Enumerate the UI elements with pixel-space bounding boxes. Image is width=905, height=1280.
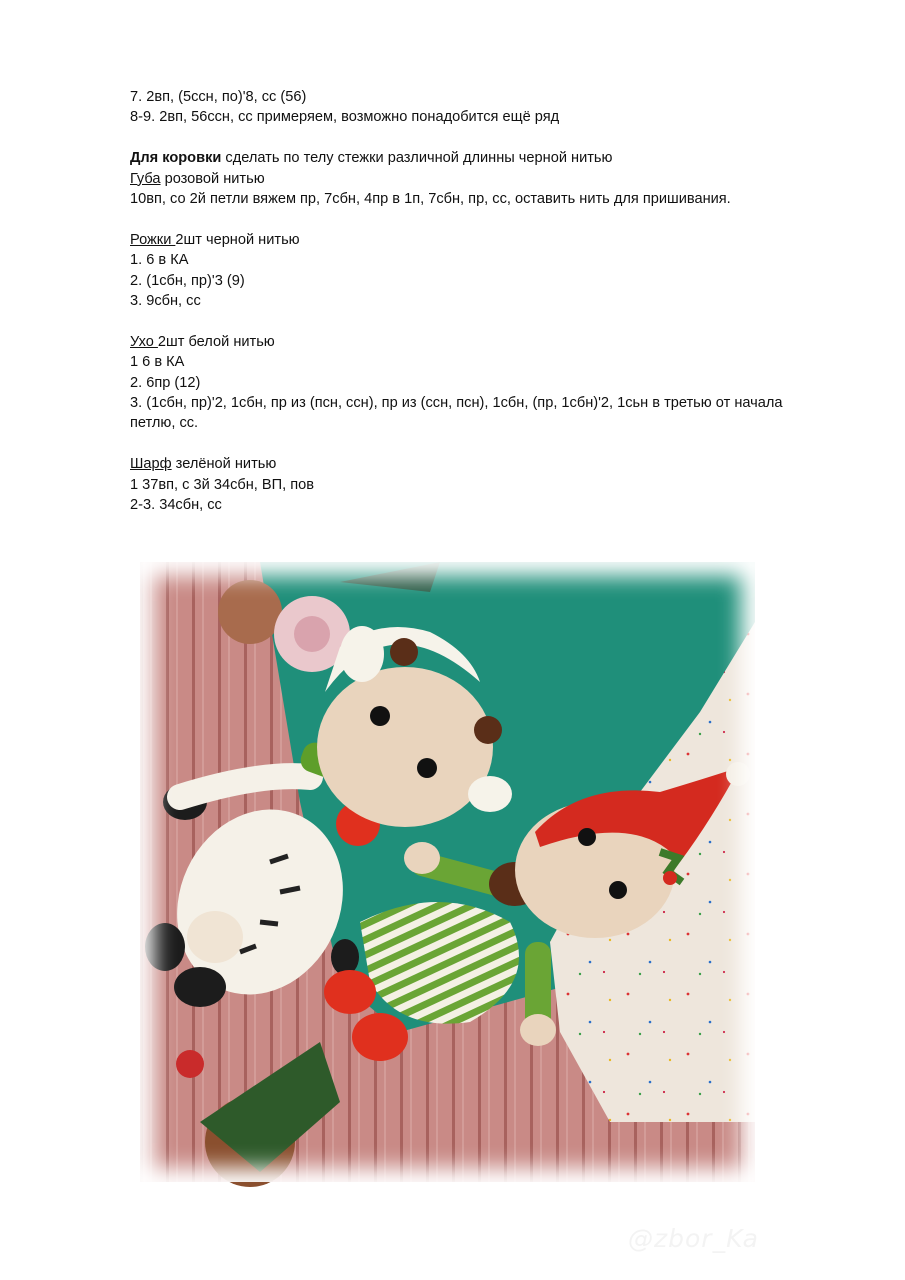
cow-ear-right	[468, 776, 512, 812]
cow-heading: Для коровки	[130, 150, 222, 167]
lip-heading-line: Губа розовой нитью	[130, 170, 265, 187]
cow-horn-2	[474, 716, 502, 744]
elf-eye-left	[578, 828, 596, 846]
horns-row-1: 1. 6 в КА	[130, 252, 189, 269]
elf-shoe-2	[352, 1013, 408, 1061]
cow-note: Для коровки сделать по телу стежки различной длинны черной нитью	[130, 150, 613, 167]
photo-watermark: @zbor_Ka	[628, 1224, 759, 1253]
scarf-heading-line: Шарф зелёной нитью	[130, 456, 277, 473]
elf-hand-up	[404, 842, 440, 874]
lip-heading: Губа	[130, 170, 161, 187]
cow-patch-swirl	[187, 911, 243, 963]
elf-hat-pompom	[726, 762, 750, 786]
scarf-row-2-3: 2-3. 34сбн, сс	[130, 497, 222, 514]
cow-ear-left	[340, 626, 384, 682]
ear-row-1: 1 6 в КА	[130, 354, 185, 371]
scarf-heading: Шарф	[130, 456, 172, 473]
scarf-row-1: 1 37вп, с 3й 34сбн, ВП, пов	[130, 476, 315, 493]
toys-photo	[140, 562, 759, 1253]
cow-hoof-arm-2	[331, 939, 359, 975]
cow-head	[317, 667, 493, 827]
instructions-text	[130, 87, 830, 515]
pinecone-top	[218, 580, 282, 644]
cow-hoof-leg-2	[174, 967, 226, 1007]
cow-eye-left	[370, 706, 390, 726]
elf-eye-right	[609, 881, 627, 899]
cow-horn-1	[390, 638, 418, 666]
lip-instructions: 10вп, со 2й петли вяжем пр, 7сбн, 4пр в 1п, 7сбн, пр, сс, оставить нить для пришивания.	[130, 191, 731, 208]
ear-heading: Ухо	[130, 333, 158, 350]
row-8-9: 8-9. 2вп, 56ссн, сс примеряем, возможно понадобится ещё ряд	[130, 109, 560, 126]
row-7: 7. 2вп, (5ссн, по)'8, сс (56)	[130, 89, 307, 105]
horns-row-3: 3. 9сбн, сс	[130, 293, 201, 310]
ear-row-2: 2. 6пр (12)	[130, 374, 201, 391]
cow-eye-right	[417, 758, 437, 778]
elf-hand-down	[520, 1014, 556, 1046]
ear-row-3: 3. (1сбн, пр)'2, 1сбн, пр из (псн, ссн), пр из (ссн, псн), 1сбн, (пр, 1сбн)'2, 1сьн в третью от начала петлю, сс.	[130, 395, 783, 432]
horns-row-2: 2. (1сбн, пр)'3 (9)	[130, 272, 245, 289]
horns-heading-line: Рожки 2шт черной нитью	[130, 231, 300, 248]
cow-hoof-leg-1	[145, 923, 185, 971]
ear-heading-line: Ухо 2шт белой нитью	[130, 333, 275, 350]
elf-shoe-1	[324, 970, 376, 1014]
red-berry	[176, 1050, 204, 1078]
photo-illustration	[140, 562, 755, 1182]
horns-heading: Рожки	[130, 231, 176, 248]
